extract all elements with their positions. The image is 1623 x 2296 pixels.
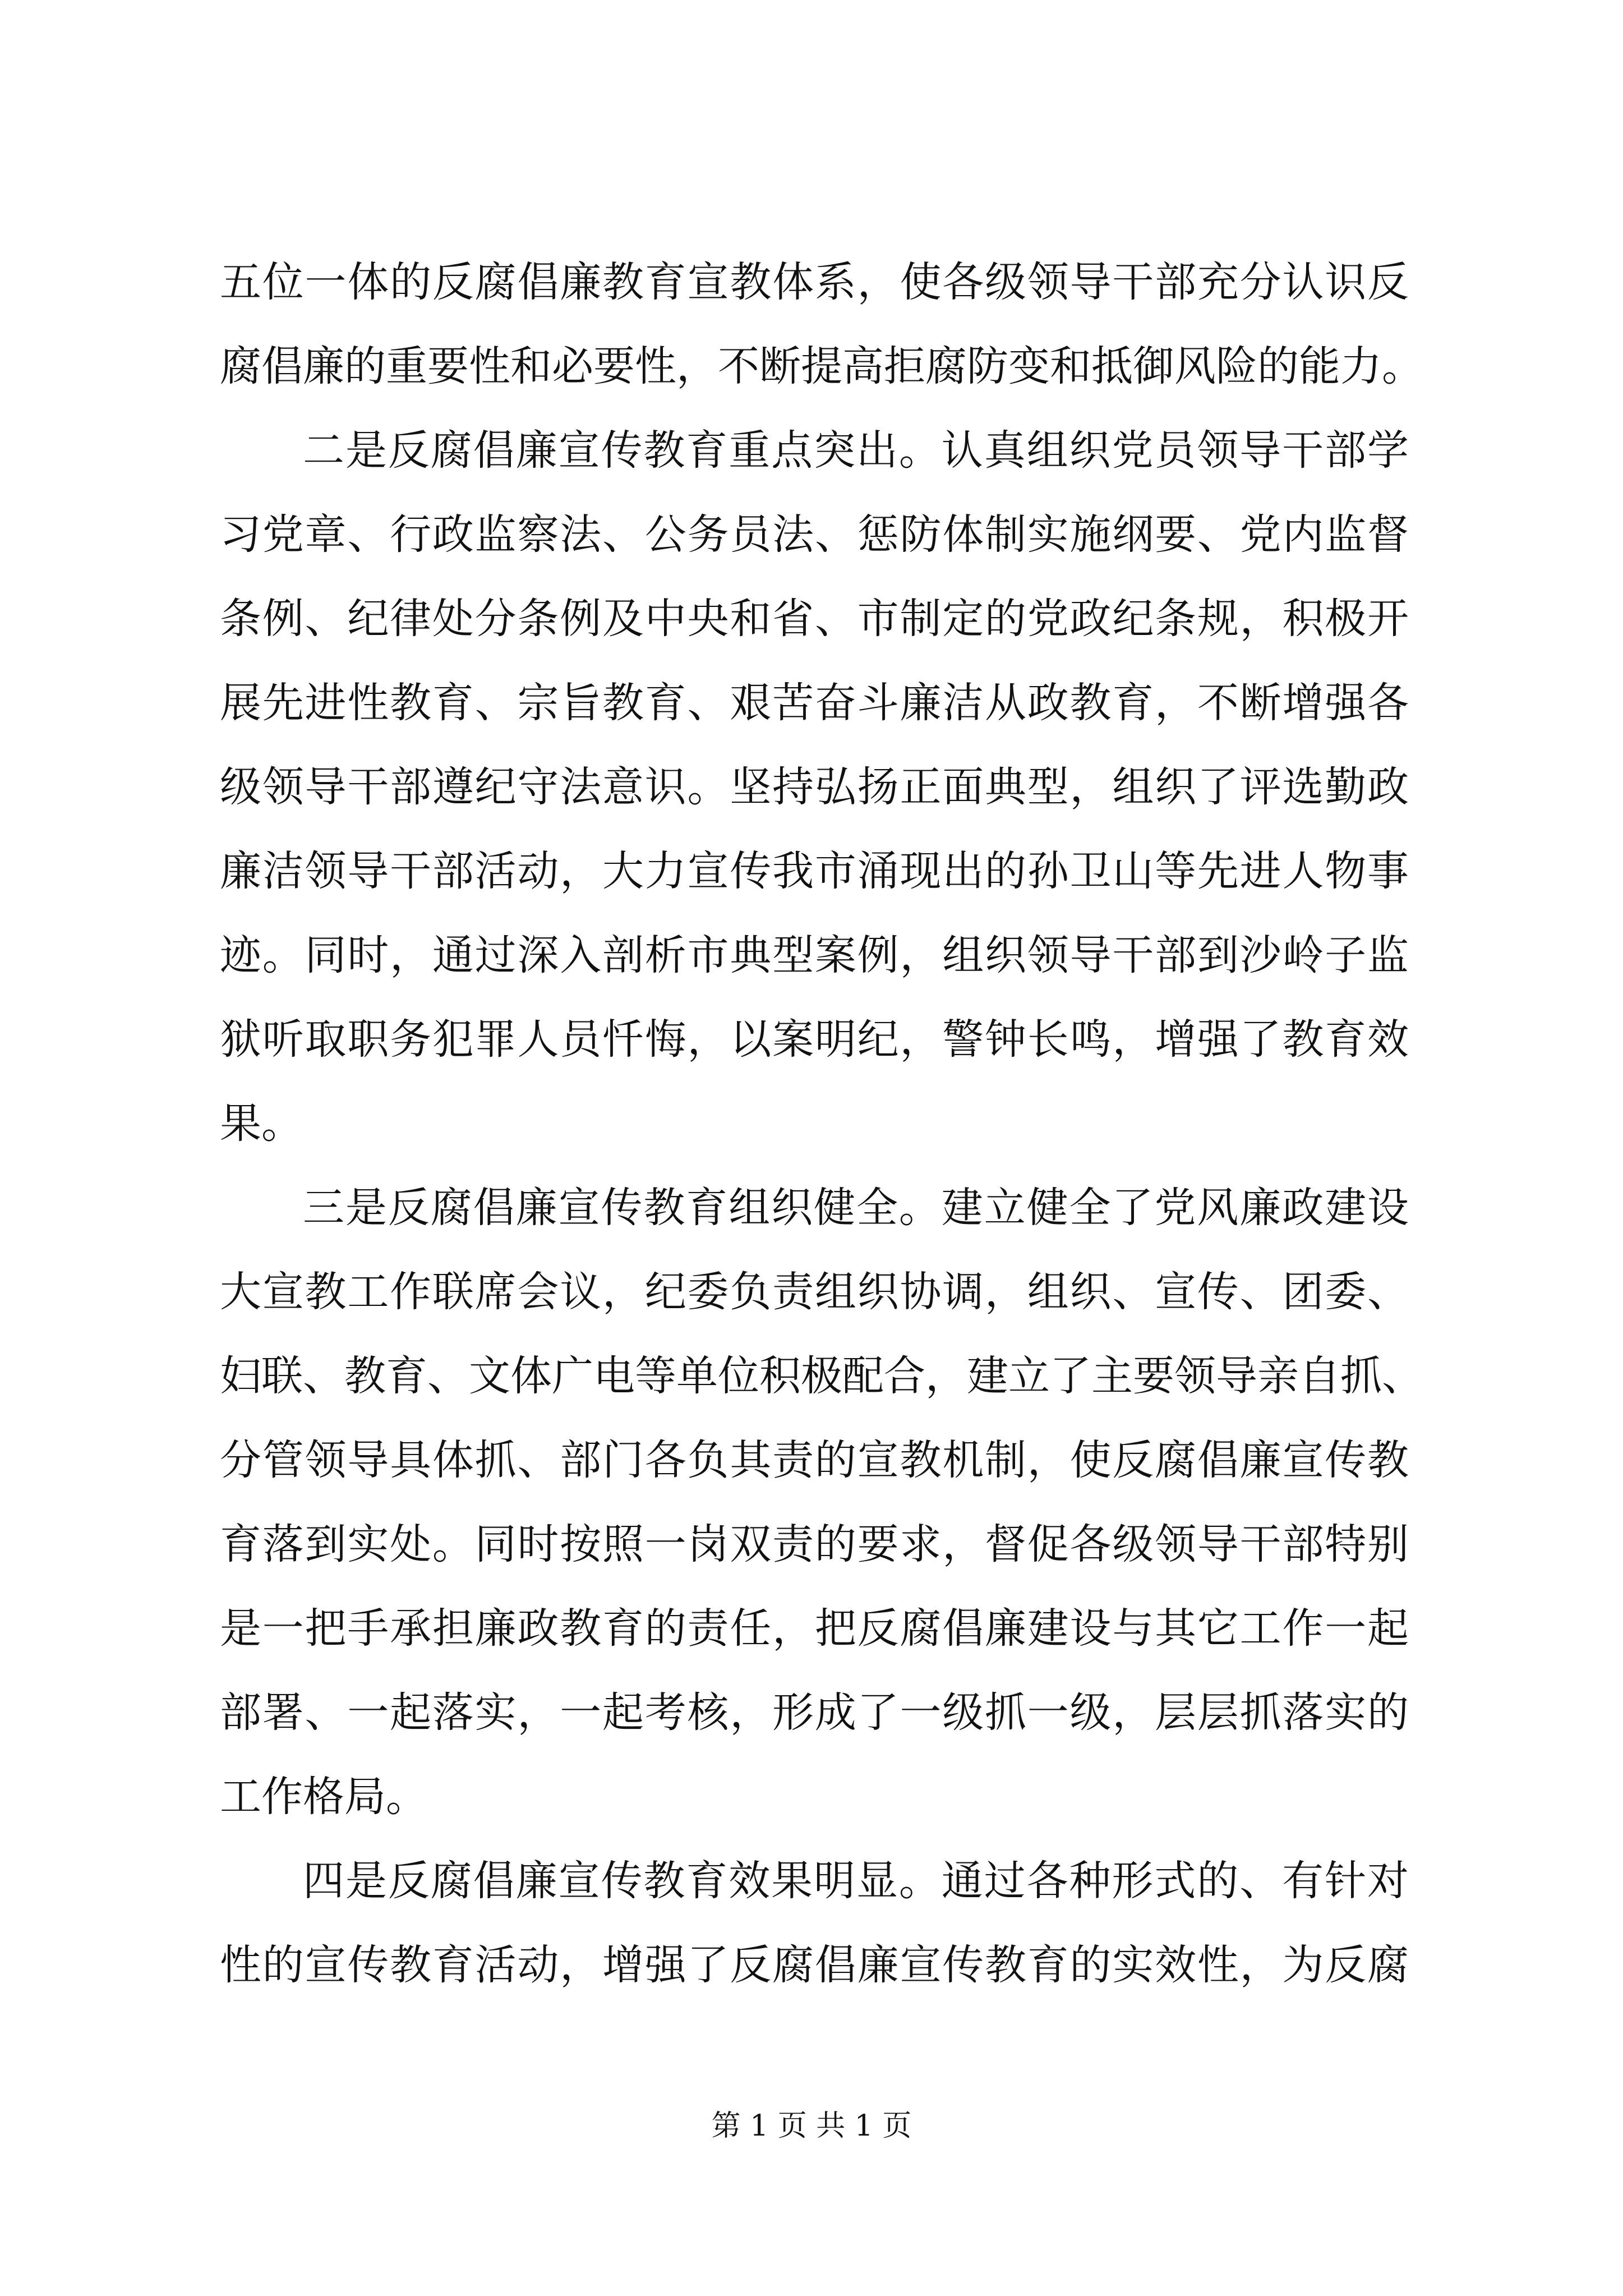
text-line: 是一把手承担廉政教育的责任，把反腐倡廉建设与其它工作一起: [220, 1604, 1409, 1653]
document-body: [220, 240, 1423, 2007]
text-line: 级领导干部遵纪守法意识。坚持弘扬正面典型，组织了评选勤政: [220, 763, 1409, 811]
text-line: 迹。同时，通过深入剖析市典型案例，组织领导干部到沙岭子监: [220, 931, 1409, 979]
text-line: 条例、纪律处分条例及中央和省、市制定的党政纪条规，积极开: [220, 595, 1409, 643]
text-line: 习党章、行政监察法、公务员法、惩防体制实施纲要、党内监督: [220, 510, 1409, 559]
text-line: 廉洁领导干部活动，大力宣传我市涌现出的孙卫山等先进人物事: [220, 847, 1409, 895]
page-number-label: 第 1 页 共 1 页: [711, 2109, 912, 2143]
text-line: 性的宣传教育活动，增强了反腐倡廉宣传教育的实效性，为反腐: [220, 1941, 1409, 1989]
text-line: 妇联、教育、文体广电等单位积极配合，建立了主要领导亲自抓、: [220, 1352, 1423, 1400]
text-line: 部署、一起落实，一起考核，形成了一级抓一级，层层抓落实的: [220, 1688, 1409, 1737]
paragraph-start-line: 三是反腐倡廉宣传教育组织健全。建立健全了党风廉政建设: [303, 1184, 1409, 1232]
text-line: 展先进性教育、宗旨教育、艰苦奋斗廉洁从政教育，不断增强各: [220, 679, 1409, 727]
text-line: 育落到实处。同时按照一岗双责的要求，督促各级领导干部特别: [220, 1520, 1409, 1568]
text-line: 工作格局。: [220, 1773, 427, 1821]
text-line: 大宣教工作联席会议，纪委负责组织协调，组织、宣传、团委、: [220, 1268, 1409, 1316]
text-line: 果。: [220, 1099, 303, 1148]
paragraph-start-line: 四是反腐倡廉宣传教育效果明显。通过各种形式的、有针对: [303, 1857, 1409, 1905]
paragraph-start-line: 二是反腐倡廉宣传教育重点突出。认真组织党员领导干部学: [303, 426, 1409, 475]
text-line: 分管领导具体抓、部门各负其责的宣教机制，使反腐倡廉宣传教: [220, 1436, 1409, 1484]
text-line: 狱听取职务犯罪人员忏悔，以案明纪，警钟长鸣，增强了教育效: [220, 1015, 1409, 1064]
text-line: 五位一体的反腐倡廉教育宣教体系，使各级领导干部充分认识反: [220, 258, 1409, 306]
text-line: 腐倡廉的重要性和必要性，不断提高拒腐防变和抵御风险的能力。: [220, 342, 1423, 390]
page-footer: [0, 2109, 1623, 2143]
